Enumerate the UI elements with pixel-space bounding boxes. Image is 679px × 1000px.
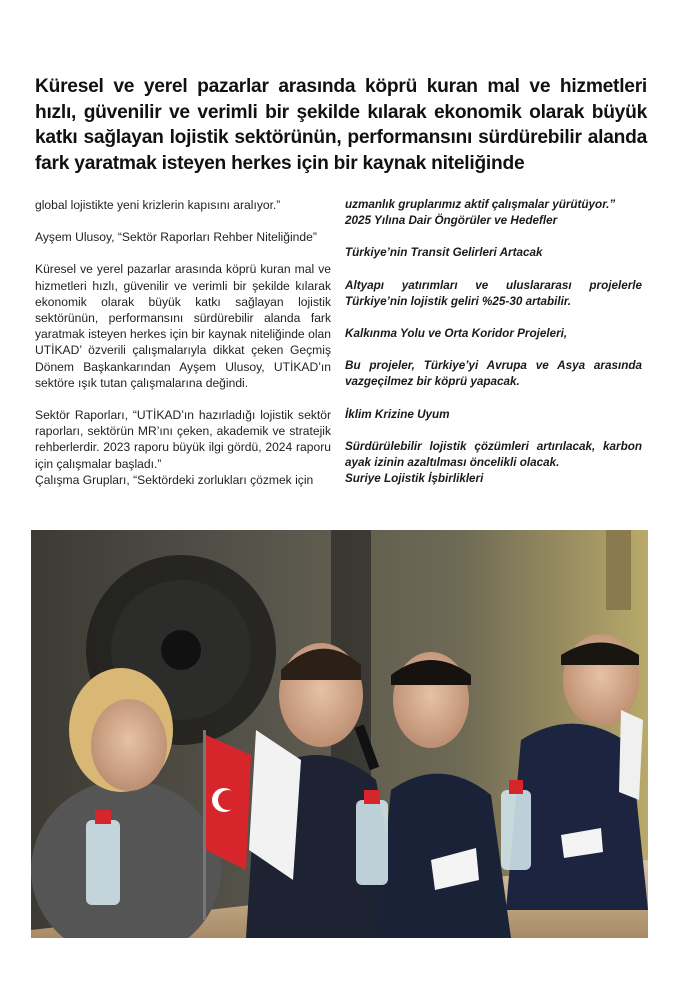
right-column (345, 197, 642, 487)
right-subheading-corridor: Kalkınma Yolu ve Orta Koridor Projeleri, (345, 327, 568, 341)
right-paragraph-1: uzmanlık gruplarımız aktif çalışmalar yürütüyor.” (345, 198, 616, 211)
left-column (35, 197, 331, 488)
right-subheading-forecasts: 2025 Yılına Dair Öngörüler ve Hedefler (345, 214, 558, 228)
left-paragraph-3: Küresel ve yerel pazarlar arasında köprü kuran mal ve hizmetleri hızlı, güvenilir ve verimli bir şekilde kılarak ekonomik olarak büyük katkı sağlayan lojistik sektörünün, performansını sürdürebilir alanda fark yaratmak isteyen herkes için bir kaynak niteliğinde olan UTİKAD’ özverili çalışmalarıyla dikkat çeken Geçmiş Dönem Başkankarından Ayşem Ulusoy, UTİKAD’ın sektöre ışık tutan çalışmalarına değindi. (35, 262, 331, 390)
left-paragraph-5: Çalışma Grupları, “Sektördeki zorlukları çözmek için (35, 472, 314, 487)
right-paragraph-sustainability: Sürdürülebilir lojistik çözümleri artırılacak, karbon ayak izinin azaltılması öncelikli olacak. (345, 439, 642, 470)
left-paragraph-1: global lojistikte yeni krizlerin kapısını aralıyor.” (35, 198, 281, 212)
left-paragraph-4: Sektör Raporları, “UTİKAD’ın hazırladığı lojistik sektör raporları, sektörün MR’ını çeken, akademik ve stratejik rehberlerdir. 2023 raporu büyük ilgi gördü, 2024 raporu için çalışmalar başladı.” (35, 408, 331, 471)
right-subheading-transit: Türkiye’nin Transit Gelirleri Artacak (345, 246, 543, 260)
right-subheading-climate: İklim Krizine Uyum (345, 407, 450, 421)
right-paragraph-bridge: Bu projeler, Türkiye’yi Avrupa ve Asya arasında vazgeçilmez bir köprü yapacak. (345, 359, 642, 389)
article-headline: Küresel ve yerel pazarlar arasında köprü kuran mal ve hizmetleri hızlı, güvenilir ve verimli bir şekilde kılarak ekonomik olarak büyük katkı sağlayan lojistik sektörünün, performansını sürdürebilir alanda fark yaratmak isteyen herkes için bir kaynak niteliğinde (35, 76, 647, 174)
right-subheading-syria: Suriye Lojistik İşbirlikleri (345, 472, 484, 486)
right-paragraph-infrastructure: Altyapı yatırımları ve uluslararası projelerle Türkiye’nin lojistik geliri %25-30 artabilir. (345, 278, 642, 308)
left-paragraph-2: Ayşem Ulusoy, “Sektör Raporları Rehber Niteliğinde” (35, 230, 317, 245)
conference-photo (31, 530, 648, 938)
